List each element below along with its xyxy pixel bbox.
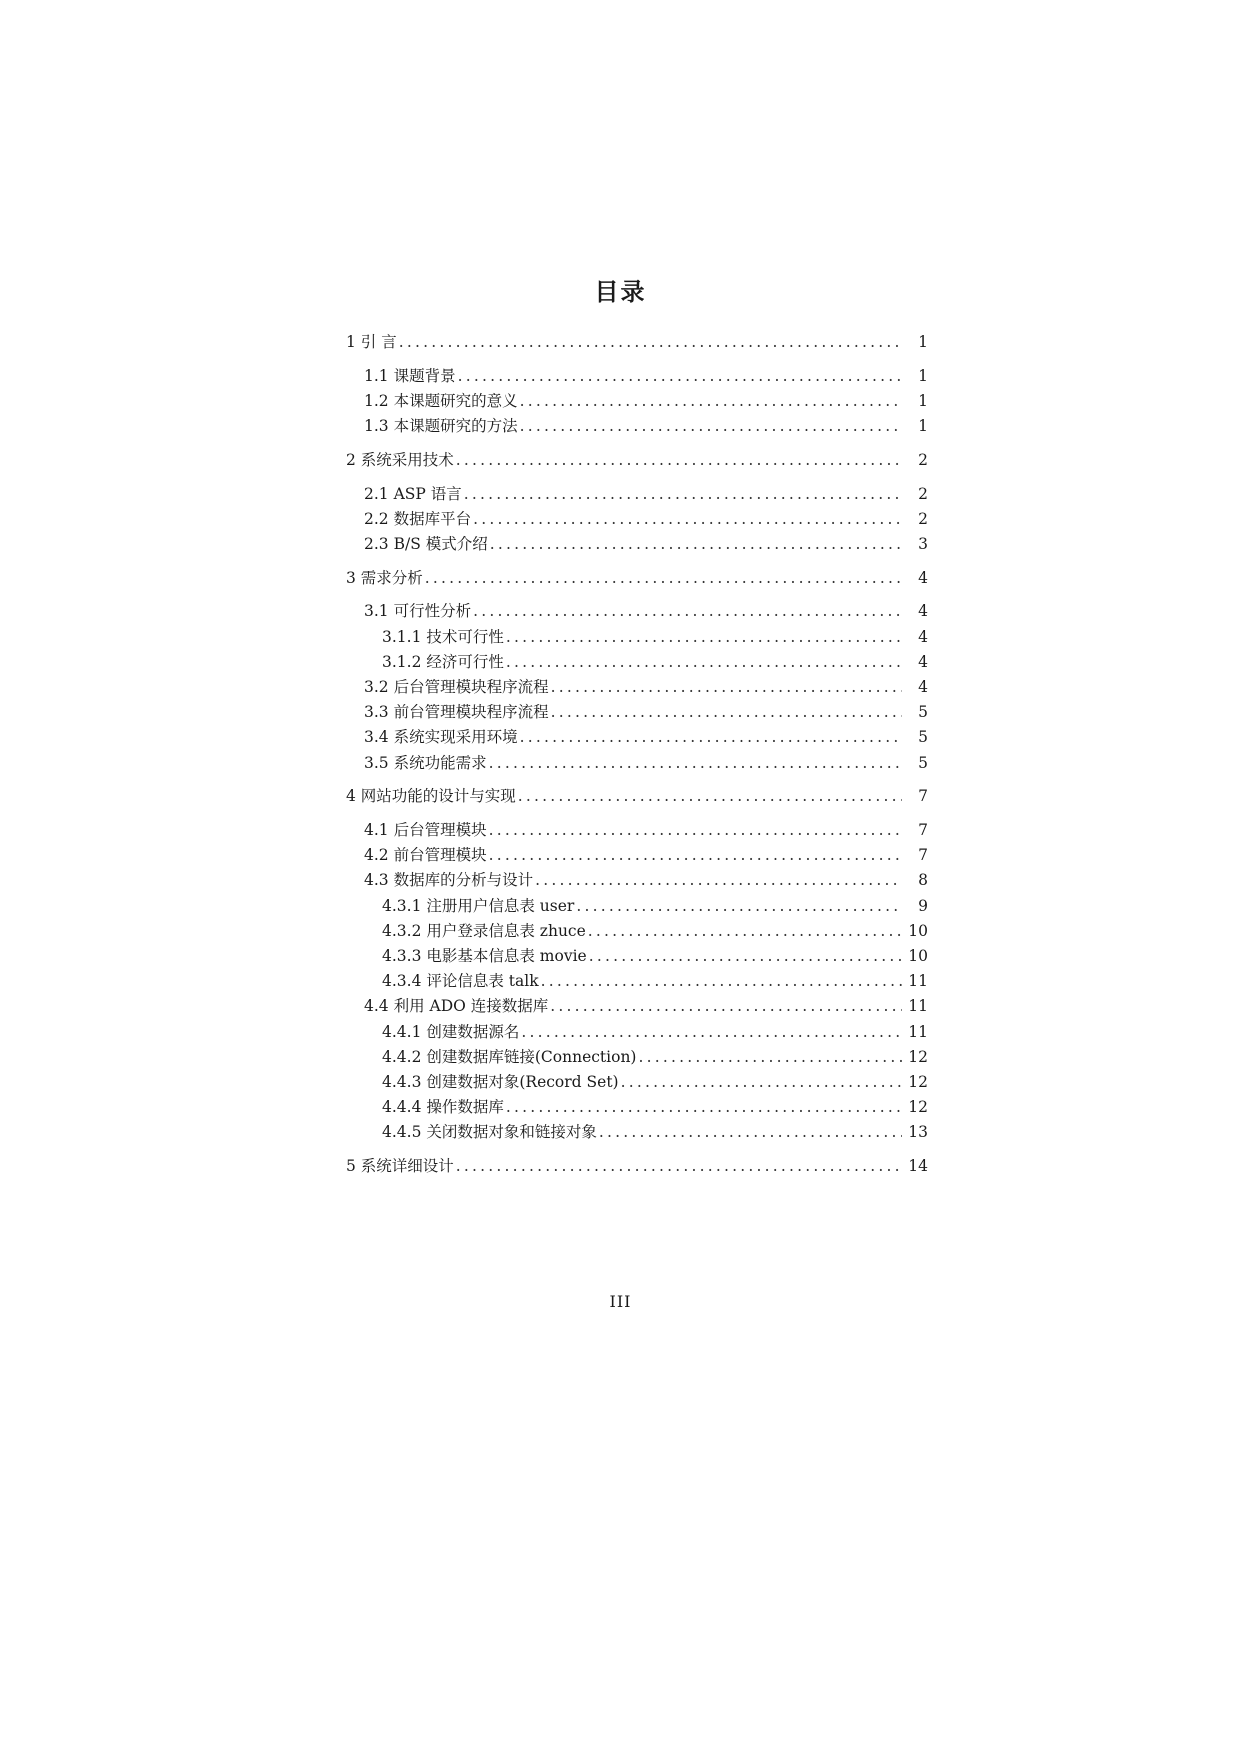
toc-entry[interactable] [346,868,928,892]
toc-entry-label: 4.2 前台管理模块 [364,846,487,865]
toc-entry[interactable] [346,969,928,993]
dot-leader [506,1095,902,1119]
dot-leader [589,944,902,968]
toc-entry-label: 4.3.3 电影基本信息表 movie [382,946,587,965]
dot-leader [456,1154,902,1178]
toc-entry[interactable] [346,725,928,749]
toc-entry[interactable] [346,650,928,674]
toc-entry-page-number: 3 [918,534,928,553]
toc-entry-page-number: 14 [908,1157,928,1175]
toc-entry-label: 2 系统采用技术 [346,450,454,469]
toc-entry[interactable] [346,675,928,699]
toc-entry[interactable] [346,625,928,649]
toc-entry[interactable] [346,566,928,590]
toc-entry-label: 3.3 前台管理模块程序流程 [364,703,549,722]
toc-entry[interactable] [346,1120,928,1144]
toc-entry[interactable] [346,994,928,1018]
toc-entry-label: 4.4.1 创建数据源名 [382,1022,520,1041]
toc-entry-label: 1.3 本课题研究的方法 [364,417,518,436]
toc-entry[interactable] [346,448,928,472]
dot-leader [506,650,902,674]
dot-leader [489,751,902,775]
toc-entry-label: 3.1.1 技术可行性 [382,627,504,646]
toc-entry-page-number: 7 [918,820,928,839]
toc-entry-page-number: 1 [918,366,928,385]
toc-entry-label: 5 系统详细设计 [346,1157,454,1175]
dot-leader [599,1120,902,1144]
toc-entry-label: 4.3 数据库的分析与设计 [364,871,534,890]
toc-entry-label: 2.2 数据库平台 [364,509,472,528]
page-number: III [609,1292,632,1311]
dot-leader [576,894,902,918]
dot-leader [551,675,902,699]
toc-entry-label: 3 需求分析 [346,568,423,587]
dot-leader [551,700,902,724]
toc-entry-label: 3.5 系统功能需求 [364,753,487,772]
dot-leader [489,843,902,867]
toc-entry[interactable] [346,414,928,438]
dot-leader [518,784,902,808]
toc-entry-page-number: 10 [908,946,928,965]
toc-entry-label: 1 引 言 [346,333,397,351]
toc-entry-label: 4.3.2 用户登录信息表 zhuce [382,921,586,940]
dot-leader [458,364,902,388]
toc-entry-label: 3.1 可行性分析 [364,602,472,621]
toc-entry-page-number: 12 [908,1072,928,1091]
toc-entry-page-number: 1 [918,417,928,436]
toc-entry-page-number: 1 [918,333,928,351]
toc-entry-label: 1.1 课题背景 [364,366,456,385]
toc-entry-label: 3.2 后台管理模块程序流程 [364,677,549,696]
toc-entry-page-number: 5 [918,728,928,747]
toc-entry[interactable] [346,944,928,968]
toc-entry-page-number: 4 [918,602,928,621]
dot-leader [473,507,902,531]
toc-entry-page-number: 4 [918,652,928,671]
toc-entry[interactable] [346,818,928,842]
toc-entry-page-number: 4 [918,677,928,696]
toc-entry-page-number: 11 [908,972,928,991]
dot-leader [464,482,902,506]
toc-entry-label: 4.4.3 创建数据对象(Record Set) [382,1072,619,1091]
toc-entry-page-number: 4 [918,627,928,646]
toc-entry-label: 4.4.2 创建数据库链接(Connection) [382,1047,637,1066]
toc-entry-label: 3.4 系统实现采用环境 [364,728,518,747]
toc-entry[interactable] [346,1154,928,1178]
toc-entry-label: 4.4.5 关闭数据对象和链接对象 [382,1123,597,1142]
toc-entry-page-number: 11 [908,1022,928,1041]
dot-leader [535,868,902,892]
toc-entry[interactable] [346,784,928,808]
toc-entry[interactable] [346,364,928,388]
toc-entry-label: 4.4.4 操作数据库 [382,1098,504,1117]
toc-entry-page-number: 2 [918,484,928,503]
toc-entry-label: 2.3 B/S 模式介绍 [364,534,488,553]
toc-entry-page-number: 4 [918,568,928,587]
toc-entry[interactable] [346,532,928,556]
toc-entry-label: 4.1 后台管理模块 [364,820,487,839]
toc-entry-label: 4 网站功能的设计与实现 [346,787,516,806]
toc-entry-page-number: 12 [908,1047,928,1066]
toc-entry-label: 4.4 利用 ADO 连接数据库 [364,997,549,1016]
dot-leader [489,818,902,842]
dot-leader [490,532,902,556]
page-title: 目录 [594,278,647,306]
toc-entry-label: 4.3.1 注册用户信息表 user [382,896,575,915]
dot-leader [520,389,902,413]
dot-leader [520,414,902,438]
toc-entry[interactable] [346,389,928,413]
toc-entry-page-number: 7 [918,846,928,865]
dot-leader [399,330,902,354]
toc-entry[interactable] [346,843,928,867]
dot-leader [425,566,902,590]
toc-entry-page-number: 13 [908,1123,928,1142]
dot-leader [621,1070,902,1094]
toc-entry-label: 4.3.4 评论信息表 talk [382,972,539,991]
toc-entry-page-number: 7 [918,787,928,806]
toc-entry[interactable] [346,919,928,943]
toc-entry-page-number: 8 [918,871,928,890]
toc-entry[interactable] [346,700,928,724]
toc-entry-page-number: 5 [918,753,928,772]
dot-leader [473,599,902,623]
toc-entry-page-number: 2 [918,509,928,528]
toc-entry-label: 2.1 ASP 语言 [364,484,462,503]
dot-leader [588,919,902,943]
toc-entry[interactable] [346,1045,928,1069]
toc-entry-label: 1.2 本课题研究的意义 [364,391,518,410]
toc-entry-page-number: 11 [908,997,928,1016]
toc-entry[interactable] [346,894,928,918]
toc-entry[interactable] [346,1095,928,1119]
toc-entry-page-number: 2 [918,450,928,469]
dot-leader [520,725,902,749]
dot-leader [521,1020,902,1044]
toc-entry[interactable] [346,482,928,506]
dot-leader [506,625,902,649]
dot-leader [638,1045,902,1069]
toc-entry[interactable] [346,1070,928,1094]
dot-leader [550,994,902,1018]
toc-entry-page-number: 10 [908,921,928,940]
toc-entry[interactable] [346,1020,928,1044]
toc-entry-label: 3.1.2 经济可行性 [382,652,504,671]
toc-entry[interactable] [346,599,928,623]
dot-leader [456,448,902,472]
toc-entry-page-number: 1 [918,391,928,410]
toc-entry[interactable] [346,751,928,775]
toc-entry-page-number: 9 [918,896,928,915]
toc-entry-page-number: 12 [908,1098,928,1117]
toc-entry-page-number: 5 [918,703,928,722]
dot-leader [541,969,902,993]
toc-entry[interactable] [346,330,928,354]
toc-entry[interactable] [346,507,928,531]
